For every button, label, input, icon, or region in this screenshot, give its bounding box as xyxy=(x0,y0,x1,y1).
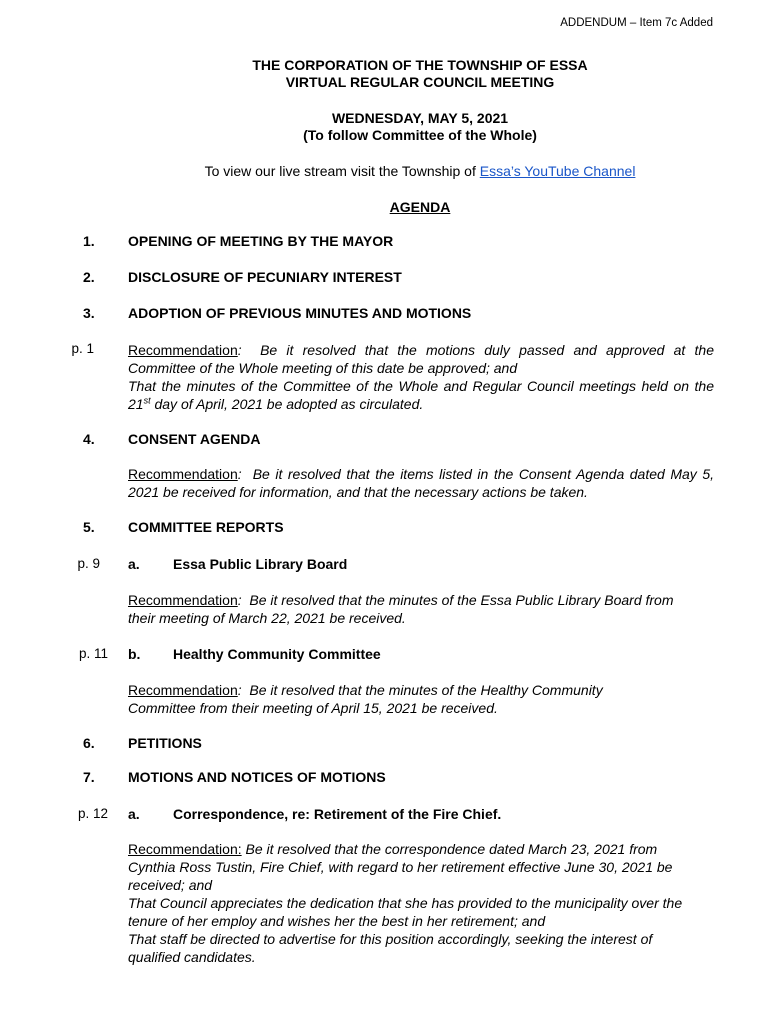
rec-label: Recommendation xyxy=(128,592,238,608)
item-7a-title: Correspondence, re: Retirement of the Fire Chief. xyxy=(173,806,502,822)
rec-text: That staff be directed to advertise for this position accordingly, seeking the interest of qualified candidates. xyxy=(128,931,653,965)
rec-label: Recommendation: xyxy=(128,841,242,857)
meeting-date: WEDNESDAY, MAY 5, 2021 xyxy=(331,110,509,126)
item-5a-title: Essa Public Library Board xyxy=(173,556,348,572)
item-5-title: COMMITTEE REPORTS xyxy=(128,519,284,535)
rec-text: Be it resolved that the minutes of the Healthy Community Committee from their meeting of April 15, 2021 be received. xyxy=(128,682,603,716)
rec-text: day of April, 2021 be adopted as circulated. xyxy=(150,396,424,412)
item-2-title: DISCLOSURE OF PECUNIARY INTEREST xyxy=(128,269,402,285)
stream-prefix: To view our live stream visit the Township of xyxy=(204,163,480,179)
rec-text: Be it resolved that the minutes of the Essa Public Library Board from their meeting of March 22, 2021 be received. xyxy=(128,592,674,626)
rec-text: Be it resolved that the items listed in the Consent Agenda dated May 5, 2021 be received for information, and that the necessary actions be taken. xyxy=(128,466,714,500)
item-4-recommendation: Recommendation: Be it resolved that the items listed in the Consent Agenda dated May 5, 2021 be received for information, and that the necessary actions be taken. xyxy=(128,466,714,500)
meeting-follow: (To follow Committee of the Whole) xyxy=(303,127,537,143)
live-stream-line xyxy=(0,163,770,179)
item-7-number: 7. xyxy=(83,769,95,785)
agenda-heading: AGENDA xyxy=(389,199,451,215)
rec-text: Be it resolved that the motions duly passed and approved at the Committee of the Whole meeting of this date be approved; and xyxy=(128,342,714,376)
addendum-note: ADDENDUM – Item 7c Added xyxy=(560,17,713,29)
item-5b-page: p. 11 xyxy=(78,646,108,661)
item-5-number: 5. xyxy=(83,519,95,535)
header-date xyxy=(0,110,770,144)
org-name: THE CORPORATION OF THE TOWNSHIP OF ESSA xyxy=(252,57,588,73)
item-7a-recommendation xyxy=(128,840,708,966)
rec-label: Recommendation xyxy=(128,682,238,698)
item-4-title: CONSENT AGENDA xyxy=(128,431,261,447)
item-5b-title: Healthy Community Committee xyxy=(173,646,381,662)
youtube-channel-link[interactable]: Essa’s YouTube Channel xyxy=(479,163,636,179)
rec-text: That the minutes of the Committee of the Whole and Regular Council meetings held on the 21 xyxy=(128,378,714,412)
item-1-title: OPENING OF MEETING BY THE MAYOR xyxy=(128,233,394,249)
rec-text: That Council appreciates the dedication that she has provided to the municipality over the tenure of her employ and wishes her the best in her retirement; and xyxy=(128,895,683,929)
rec-sup: st xyxy=(143,395,151,406)
item-3-recommendation: Recommendation: Be it resolved that the motions duly passed and approved at the Committee of the Whole meeting of this date be approved; and That the minutes of the Committee of the Whole and Regular Council meetings held on the 21st day of April, 2021 be adopted as circulated. xyxy=(128,342,714,412)
item-7-title: MOTIONS AND NOTICES OF MOTIONS xyxy=(128,769,386,785)
item-5a-recommendation: Recommendation: Be it resolved that the minutes of the Essa Public Library Board from their meeting of March 22, 2021 be received. xyxy=(128,592,674,626)
rec-text: Be it resolved that the correspondence dated March 23, 2021 from Cynthia Ross Tustin, Fire Chief, with regard to her retirement effective June 30, 2021 be received; and xyxy=(128,841,673,893)
header-title xyxy=(0,57,770,91)
item-3-title: ADOPTION OF PREVIOUS MINUTES AND MOTIONS xyxy=(128,305,472,321)
item-6-title: PETITIONS xyxy=(128,735,202,751)
item-5a-letter: a. xyxy=(128,556,140,572)
item-4-number: 4. xyxy=(83,431,95,447)
item-1-number: 1. xyxy=(83,233,95,249)
item-7a-page: p. 12 xyxy=(77,806,108,821)
item-5b-letter: b. xyxy=(128,646,141,662)
rec-label: Recommendation xyxy=(128,466,238,482)
item-3-number: 3. xyxy=(83,305,95,321)
meeting-name: VIRTUAL REGULAR COUNCIL MEETING xyxy=(285,74,555,90)
item-6-number: 6. xyxy=(83,735,95,751)
item-3-page: p. 1 xyxy=(71,341,94,356)
item-7a-letter: a. xyxy=(128,806,140,822)
item-2-number: 2. xyxy=(83,269,95,285)
item-5b-recommendation: Recommendation: Be it resolved that the minutes of the Healthy Community Committee from their meeting of April 15, 2021 be received. xyxy=(128,682,603,716)
rec-label: Recommendation xyxy=(128,342,238,358)
item-5a-page: p. 9 xyxy=(77,556,100,571)
